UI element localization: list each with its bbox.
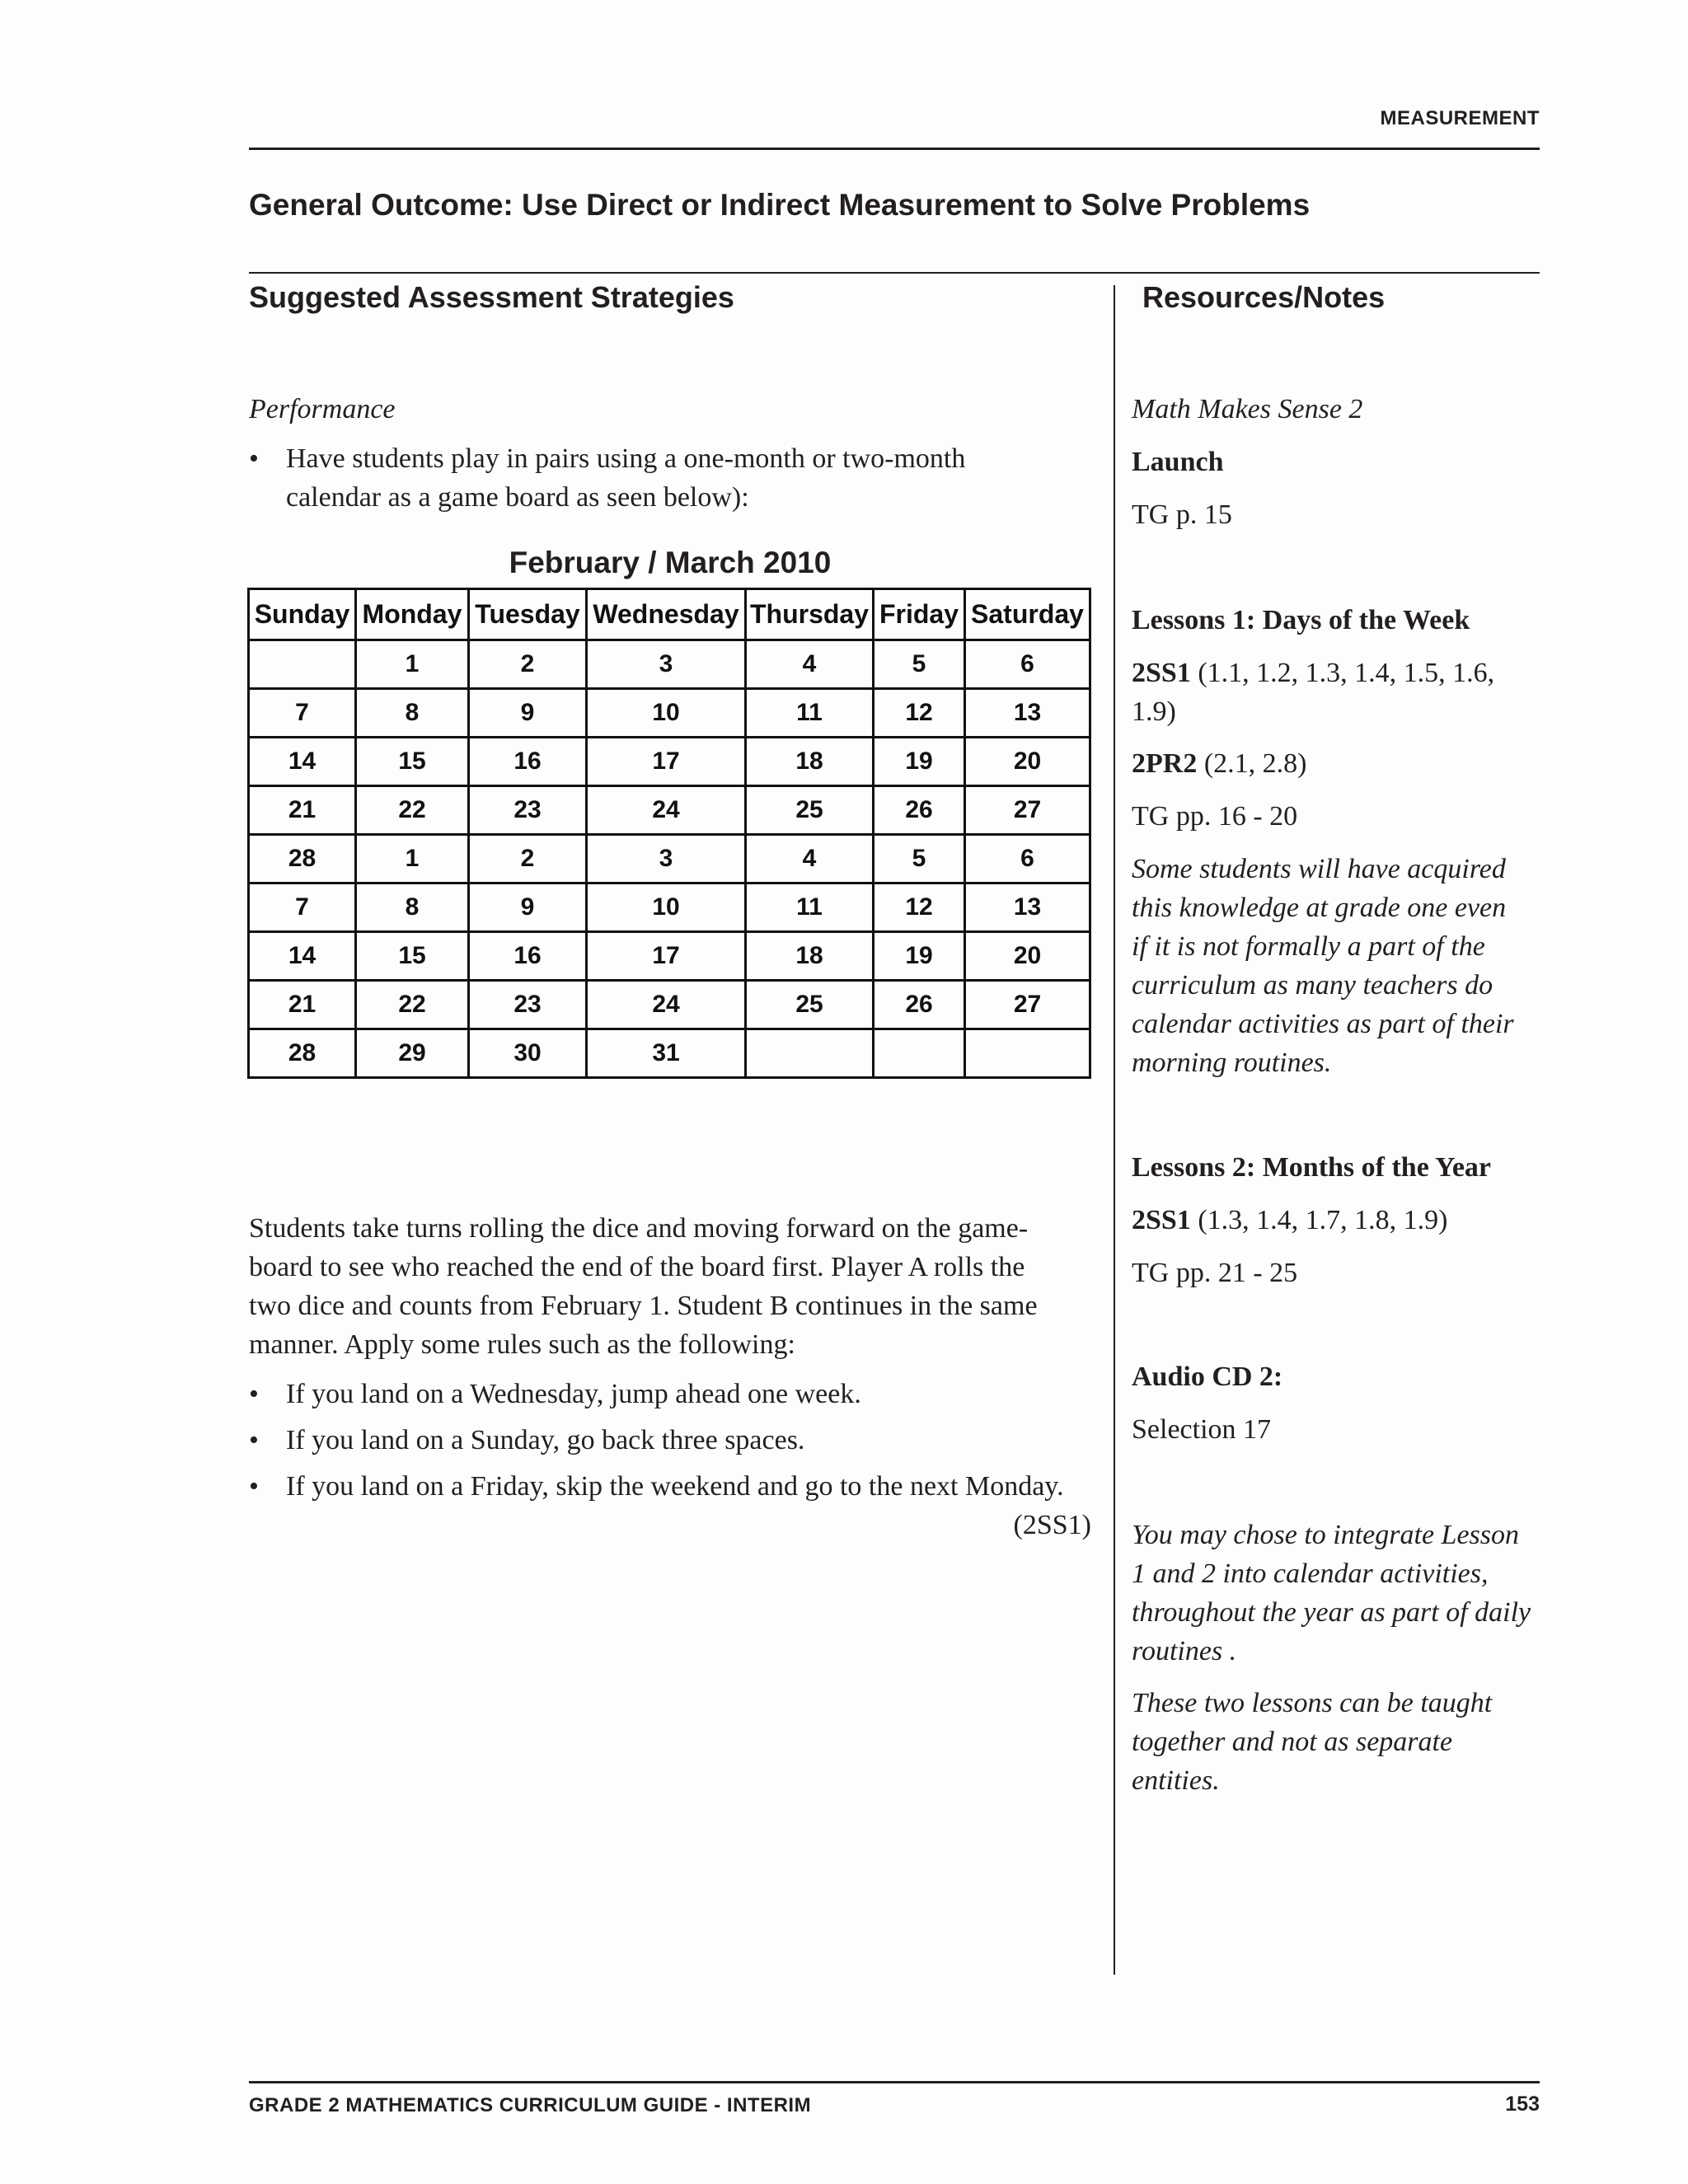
intro-line-1: Have students play in pairs using a one-month or two-month [286,443,966,474]
calendar-week-row [249,738,1090,786]
note-line: curriculum as many teachers do [1132,970,1493,1001]
intro-bullet [249,439,1098,517]
calendar-day-cell: 23 [469,786,587,835]
calendar-day-cell: 17 [587,932,746,981]
bullet-item [249,439,1098,517]
bullet-glyph: • [249,1379,259,1409]
calendar-day-cell: 19 [874,738,965,786]
day-header: Monday [356,589,469,640]
calendar-day-cell: 30 [469,1029,587,1078]
launch-heading: Launch [1132,447,1224,477]
calendar-day-cell: 9 [469,689,587,738]
lesson1-title: Lessons 1: Days of the Week [1132,605,1470,635]
note-line: together and not as separate entities. [1132,1727,1453,1796]
note-line: this knowledge at grade one even [1132,893,1507,923]
calendar-day-cell: 12 [874,883,965,932]
day-header: Friday [874,589,965,640]
day-header: Thursday [746,589,874,640]
bullet-glyph: • [249,1425,259,1455]
calendar-day-cell: 2 [469,835,587,883]
calendar-day-cell: 24 [587,981,746,1029]
rule-text: If you land on a Wednesday, jump ahead one week. [286,1379,861,1409]
bullet-glyph: • [249,443,259,474]
code-detail: (1.3, 1.4, 1.7, 1.8, 1.9) [1190,1205,1448,1235]
calendar-day-cell [965,1029,1090,1078]
calendar-day-cell: 13 [965,689,1090,738]
calendar-day-cell: 3 [587,640,746,689]
day-header: Tuesday [469,589,587,640]
calendar-day-cell: 9 [469,883,587,932]
calendar-week-row [249,932,1090,981]
game-line-4: manner. Apply some rules such as the following: [249,1329,795,1360]
lesson2-title: Lessons 2: Months of the Year [1132,1152,1492,1183]
code-detail-cont: 1.9) [1132,696,1176,727]
rules-list [249,1375,1098,1544]
calendar-week-row [249,883,1090,932]
calendar-day-cell: 25 [746,786,874,835]
page-number: 153 [1505,2093,1540,2116]
note-line: routines . [1132,1636,1237,1666]
calendar-day-cell: 16 [469,738,587,786]
resource-book-title: Math Makes Sense 2 [1132,394,1363,424]
calendar-header-row [249,589,1090,640]
note-line: calendar activities as part of their [1132,1009,1514,1039]
audio-selection: Selection 17 [1132,1414,1272,1445]
calendar-day-cell: 22 [356,786,469,835]
calendar-day-cell: 4 [746,835,874,883]
calendar-day-cell: 11 [746,689,874,738]
calendar-day-cell: 17 [587,738,746,786]
lesson1-code1 [1132,654,1544,731]
rule-item [249,1467,1098,1506]
calendar-day-cell: 27 [965,981,1090,1029]
calendar-day-cell: 10 [587,689,746,738]
columns-rule [249,272,1540,274]
calendar-week-row [249,981,1090,1029]
calendar-week-row [249,786,1090,835]
right-column-heading: Resources/Notes [1142,280,1386,314]
calendar-day-cell: 18 [746,932,874,981]
calendar-day-cell: 18 [746,738,874,786]
calendar-day-cell: 10 [587,883,746,932]
bullet-glyph: • [249,1471,259,1502]
calendar-day-cell: 14 [249,738,356,786]
calendar-day-cell: 21 [249,981,356,1029]
calendar-day-cell [249,640,356,689]
calendar-day-cell: 5 [874,835,965,883]
outcome-code: (2SS1) [1013,1510,1091,1540]
audio-title: Audio CD 2: [1132,1361,1283,1392]
lesson1-note [1132,850,1544,1082]
calendar-day-cell: 16 [469,932,587,981]
rule-item [249,1375,1098,1413]
day-header: Wednesday [587,589,746,640]
calendar-day-cell: 24 [587,786,746,835]
calendar-day-cell: 29 [356,1029,469,1078]
calendar-day-cell: 31 [587,1029,746,1078]
calendar-day-cell: 26 [874,981,965,1029]
calendar-day-cell: 25 [746,981,874,1029]
calendar-day-cell: 1 [356,835,469,883]
calendar-day-cell: 15 [356,738,469,786]
performance-label: Performance [249,394,396,424]
lesson1-tg: TG pp. 16 - 20 [1132,801,1298,832]
calendar-week-row [249,1029,1090,1078]
code-detail: (1.1, 1.2, 1.3, 1.4, 1.5, 1.6, [1190,658,1495,688]
calendar-day-cell: 22 [356,981,469,1029]
calendar-day-cell: 23 [469,981,587,1029]
calendar-week-row [249,835,1090,883]
calendar-day-cell: 1 [356,640,469,689]
calendar-day-cell: 19 [874,932,965,981]
calendar-week-row [249,640,1090,689]
general-outcome-heading: General Outcome: Use Direct or Indirect Measurement to Solve Problems [249,188,1311,222]
calendar-day-cell: 6 [965,835,1090,883]
calendar-body [249,640,1090,1078]
code-detail: (2.1, 2.8) [1197,748,1307,779]
game-line-1: Students take turns rolling the dice and moving forward on the game- [249,1213,1029,1244]
note-line: You may chose to integrate Lesson [1132,1520,1520,1550]
calendar-day-cell: 7 [249,689,356,738]
note-line: throughout the year as part of daily [1132,1597,1531,1628]
rule-text: If you land on a Sunday, go back three spaces. [286,1425,805,1455]
note-line: 1 and 2 into calendar activities, [1132,1558,1489,1589]
code-label: 2SS1 [1132,658,1191,688]
calendar [247,588,1091,1079]
calendar-day-cell: 6 [965,640,1090,689]
game-description [249,1209,1098,1364]
footer-title: GRADE 2 MATHEMATICS CURRICULUM GUIDE - INTERIM [249,2094,812,2116]
note-line: morning routines. [1132,1047,1332,1078]
calendar-day-cell: 20 [965,932,1090,981]
note-line: These two lessons can be taught [1132,1688,1493,1718]
calendar-day-cell: 7 [249,883,356,932]
column-divider [1114,285,1115,1975]
calendar-day-cell [746,1029,874,1078]
lesson2-tg: TG pp. 21 - 25 [1132,1258,1298,1288]
calendar-day-cell: 13 [965,883,1090,932]
lesson2-code [1132,1201,1544,1240]
left-column-heading: Suggested Assessment Strategies [249,280,734,314]
section-label: MEASUREMENT [1380,107,1540,129]
note-line: Some students will have acquired [1132,854,1506,884]
rule-text: If you land on a Friday, skip the weekend and go to the next Monday. [286,1471,1064,1502]
calendar-day-cell: 4 [746,640,874,689]
calendar-day-cell: 11 [746,883,874,932]
rule-item [249,1421,1098,1460]
calendar-day-cell: 21 [249,786,356,835]
code-label: 2SS1 [1132,1205,1191,1235]
calendar-day-cell: 3 [587,835,746,883]
calendar-day-cell: 5 [874,640,965,689]
calendar-day-cell: 26 [874,786,965,835]
launch-tg: TG p. 15 [1132,499,1232,530]
calendar-day-cell: 2 [469,640,587,689]
calendar-day-cell: 27 [965,786,1090,835]
code-label: 2PR2 [1132,748,1198,779]
lesson1-code2 [1132,744,1544,783]
calendar-table [247,588,1091,1079]
calendar-day-cell: 8 [356,689,469,738]
game-line-3: two dice and counts from February 1. Student B continues in the same [249,1291,1038,1321]
calendar-day-cell: 20 [965,738,1090,786]
note-line: if it is not formally a part of the [1132,931,1485,962]
calendar-day-cell: 15 [356,932,469,981]
day-header: Sunday [249,589,356,640]
calendar-day-cell: 8 [356,883,469,932]
day-header: Saturday [965,589,1090,640]
intro-line-2: calendar as a game board as seen below): [286,482,749,513]
header-rule [249,148,1540,150]
calendar-day-cell [874,1029,965,1078]
integration-note [1132,1516,1544,1671]
footer-rule [249,2081,1540,2083]
together-note [1132,1684,1544,1800]
calendar-day-cell: 12 [874,689,965,738]
calendar-title: February / March 2010 [509,546,832,579]
game-line-2: board to see who reached the end of the board first. Player A rolls the [249,1252,1025,1282]
calendar-week-row [249,689,1090,738]
calendar-day-cell: 28 [249,1029,356,1078]
calendar-day-cell: 28 [249,835,356,883]
calendar-day-cell: 14 [249,932,356,981]
